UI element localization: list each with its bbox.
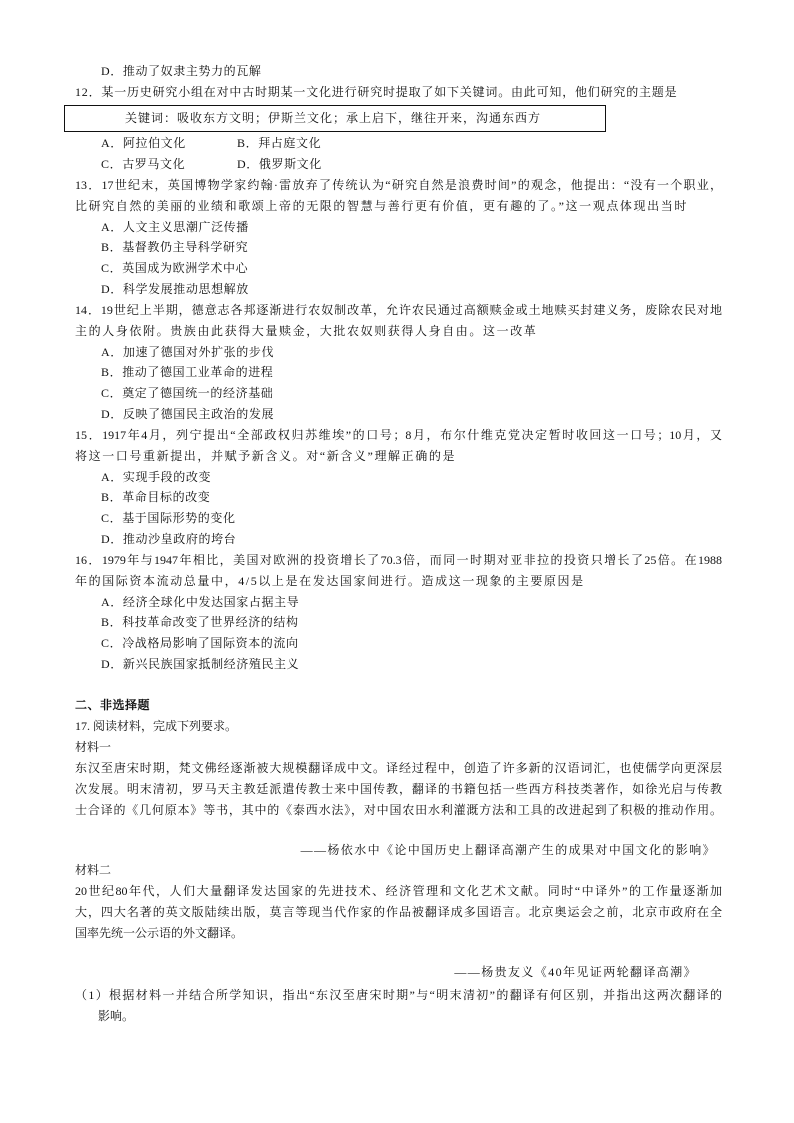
q13-stem-line-1: 13．17世纪末，英国博物学家约翰·雷放弃了传统认为“研究自然是浪费时间”的观念，他提出：“没有一个职业， — [75, 178, 722, 192]
q12-option-b: B．拜占庭文化 — [237, 136, 322, 150]
q16-option-c: C．冷战格局影响了国际资本的流向 — [101, 636, 299, 650]
q14-stem-line-1: 14．19世纪上半期，德意志各邦逐渐进行农奴制改革，允许农民通过高额赎金或土地赎买封建义务，废除农民对地 — [75, 303, 722, 317]
q17-task-1-line-2: 影响。 — [98, 1009, 135, 1023]
material-1-source: ——杨依水中《论中国历史上翻译高潮产生的成果对中国文化的影响》 — [300, 843, 716, 857]
q14-option-a: A．加速了德国对外扩张的步伐 — [101, 345, 275, 359]
q15-option-c: C．基于国际形势的变化 — [101, 511, 236, 525]
q14-stem-line-2: 主的人身依附。贵族由此获得大量赎金，大批农奴则获得人身自由。这一改革 — [75, 324, 538, 338]
q15-option-a: A．实现手段的改变 — [101, 470, 212, 484]
material-2-source: ——杨贵友义《40年见证两轮翻译高潮》 — [454, 965, 697, 979]
material-2-label: 材料二 — [75, 863, 112, 877]
q16-stem-line-2: 年的国际资本流动总量中，4/5以上是在发达国家间进行。造成这一现象的主要原因是 — [75, 574, 585, 588]
material-2-line-3: 国率先统一公示语的外文翻译。 — [75, 926, 244, 940]
q15-stem-line-1: 15．1917年4月，列宁提出“全部政权归苏维埃”的口号；8月，布尔什维克党决定暂时收回这一口号；10月，又 — [75, 428, 722, 442]
q14-option-d: D．反映了德国民主政治的发展 — [101, 407, 275, 421]
q16-option-a: A．经济全球化中发达国家占据主导 — [101, 595, 300, 609]
q11-option-d: D．推动了奴隶主势力的瓦解 — [101, 64, 262, 78]
material-2-line-1: 20世纪80年代，人们大量翻译发达国家的先进技术、经济管理和文化艺术文献。同时“中译外”的工作量逐渐加 — [75, 884, 722, 898]
material-2-line-2: 大，四大名著的英文版陆续出版，莫言等现当代作家的作品被翻译成多国语言。北京奥运会之前，北京市政府在全 — [75, 905, 722, 919]
material-1-label: 材料一 — [75, 740, 112, 754]
q12-option-d: D．俄罗斯文化 — [237, 157, 322, 171]
q17-intro: 17. 阅读材料，完成下列要求。 — [75, 719, 238, 733]
q16-stem-line-1: 16．1979年与1947年相比，美国对欧洲的投资增长了70.3倍，而同一时期对亚非拉的投资只增长了25倍。在1988 — [75, 553, 722, 567]
q16-option-d: D．新兴民族国家抵制经济殖民主义 — [101, 657, 300, 671]
q14-option-b: B．推动了德国工业革命的进程 — [101, 365, 274, 379]
q15-option-b: B．革命目标的改变 — [101, 490, 211, 504]
material-1-line-2: 次发展。明末清初，罗马天主教廷派遣传教士来中国传教，翻译的书籍包括一些西方科技类著作，如徐光启与传教 — [75, 782, 722, 796]
q12-option-c: C．古罗马文化 — [101, 157, 186, 171]
q16-option-b: B．科技革命改变了世界经济的结构 — [101, 615, 299, 629]
q13-option-c: C．英国成为欧洲学术中心 — [101, 261, 249, 275]
q12-keyword-box — [64, 105, 606, 132]
q12-stem: 12．某一历史研究小组在对中古时期某一文化进行研究时提取了如下关键词。由此可知，他们研究的主题是 — [75, 85, 678, 99]
q15-stem-line-2: 将这一口号重新提出，并赋予新含义。对“新含义”理解正确的是 — [75, 449, 457, 463]
q13-option-b: B．基督教仍主导科学研究 — [101, 240, 249, 254]
q13-option-a: A．人文主义思潮广泛传播 — [101, 220, 249, 234]
q12-option-a: A．阿拉伯文化 — [101, 136, 186, 150]
q17-task-1-line-1: （1）根据材料一并结合所学知识，指出“东汉至唐宋时期”与“明末清初”的翻译有何区别，并指出这两次翻译的 — [75, 988, 722, 1002]
section-heading: 二、非选择题 — [75, 698, 151, 712]
q15-option-d: D．推动沙皇政府的垮台 — [101, 532, 237, 546]
q12-keywords: 关键词：吸收东方文明；伊斯兰文化；承上启下，继往开来，沟通东西方 — [125, 111, 542, 125]
q13-stem-line-2: 比研究自然的美丽的业绩和歌颂上帝的无限的智慧与善行更有价值，更有趣的了。”这一观点体现出当时 — [75, 199, 688, 213]
q13-option-d: D．科学发展推动思想解放 — [101, 282, 249, 296]
material-1-line-1: 东汉至唐宋时期，梵文佛经逐渐被大规模翻译成中文。译经过程中，创造了许多新的汉语词汇，也使儒学向更深层 — [75, 761, 722, 775]
material-1-line-3: 士合译的《几何原本》等书，其中的《泰西水法》，对中国农田水利灌溉方法和工具的改进起到了积极的推动作用。 — [75, 803, 722, 817]
q14-option-c: C．奠定了德国统一的经济基础 — [101, 386, 274, 400]
